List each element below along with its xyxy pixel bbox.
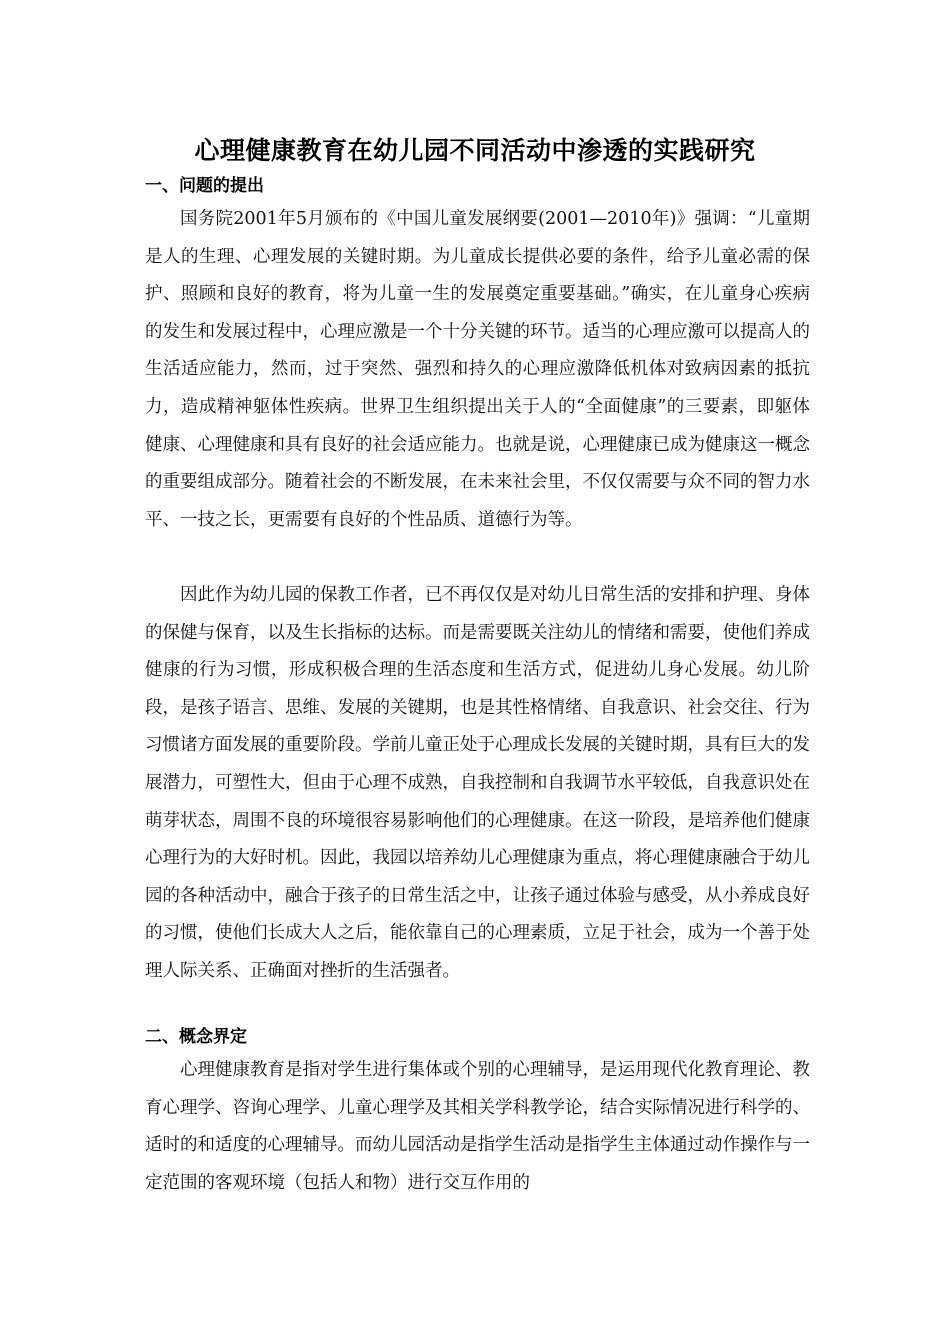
paragraph: 心理健康教育是指对学生进行集体或个别的心理辅导，是运用现代化教育理论、教育心理学、咨询心理学、儿童心理学及其相关学科教学论，结合实际情况进行科学的、适时的和适度的心理辅导。而幼儿园活动是指学生活动是指学生主体通过动作操作与一定范围的客观环境（包括人和物）进行交互作用的 [145,1060,810,1193]
section-heading-definition: 二、概念界定 [145,1027,247,1047]
paragraph: 因此作为幼儿园的保教工作者，已不再仅仅是对幼儿日常生活的安排和护理、身体的保健与保育，以及生长指标的达标。而是需要既关注幼儿的情绪和需要，使他们养成健康的行为习惯，形成积极合理的生活态度和生活方式，促进幼儿身心发展。幼儿阶段，是孩子语言、思维、发展的关键期，也是其性格情绪、自我意识、社会交往、行为习惯诸方面发展的重要阶段。学前儿童正处于心理成长发展的关键时期，具有巨大的发展潜力，可塑性大，但由于心理不成熟，自我控制和自我调节水平较低，自我意识处在萌芽状态，周围不良的环境很容易影响他们的心理健康。在这一阶段，是培养他们健康心理行为的大好时机。因此，我园以培养幼儿心理健康为重点，将心理健康融合于幼儿园的各种活动中，融合于孩子的日常生活之中，让孩子通过体验与感受，从小养成良好的习惯，使他们长成大人之后，能依靠自己的心理素质，立足于社会，成为一个善于处理人际关系、正确面对挫折的生活强者。 [145,585,810,981]
paragraph: 国务院2001年5月颁布的《中国儿童发展纲要(2001—2010年)》强调：“儿童期是人的生理、心理发展的关键时期。为儿童成长提供必要的条件，给予儿童必需的保护、照顾和良好的教育，将为儿童一生的发展奠定重要基础。”确实，在儿童身心疾病的发生和发展过程中，心理应激是一个十分关键的环节。适当的心理应激可以提高人的生活适应能力，然而，过于突然、强烈和持久的心理应激降低机体对致病因素的抵抗力，造成精神躯体性疾病。世界卫生组织提出关于人的“全面健康”的三要素，即躯体健康、心理健康和具有良好的社会适应能力。也就是说，心理健康已成为健康这一概念的重要组成部分。随着社会的不断发展，在未来社会里，不仅仅需要与众不同的智力水平、一技之长，更需要有良好的个性品质、道德行为等。 [145,209,810,530]
section-heading-problem: 一、问题的提出 [145,176,264,196]
document-title: 心理健康教育在幼儿园不同活动中渗透的实践研究 [194,136,756,165]
